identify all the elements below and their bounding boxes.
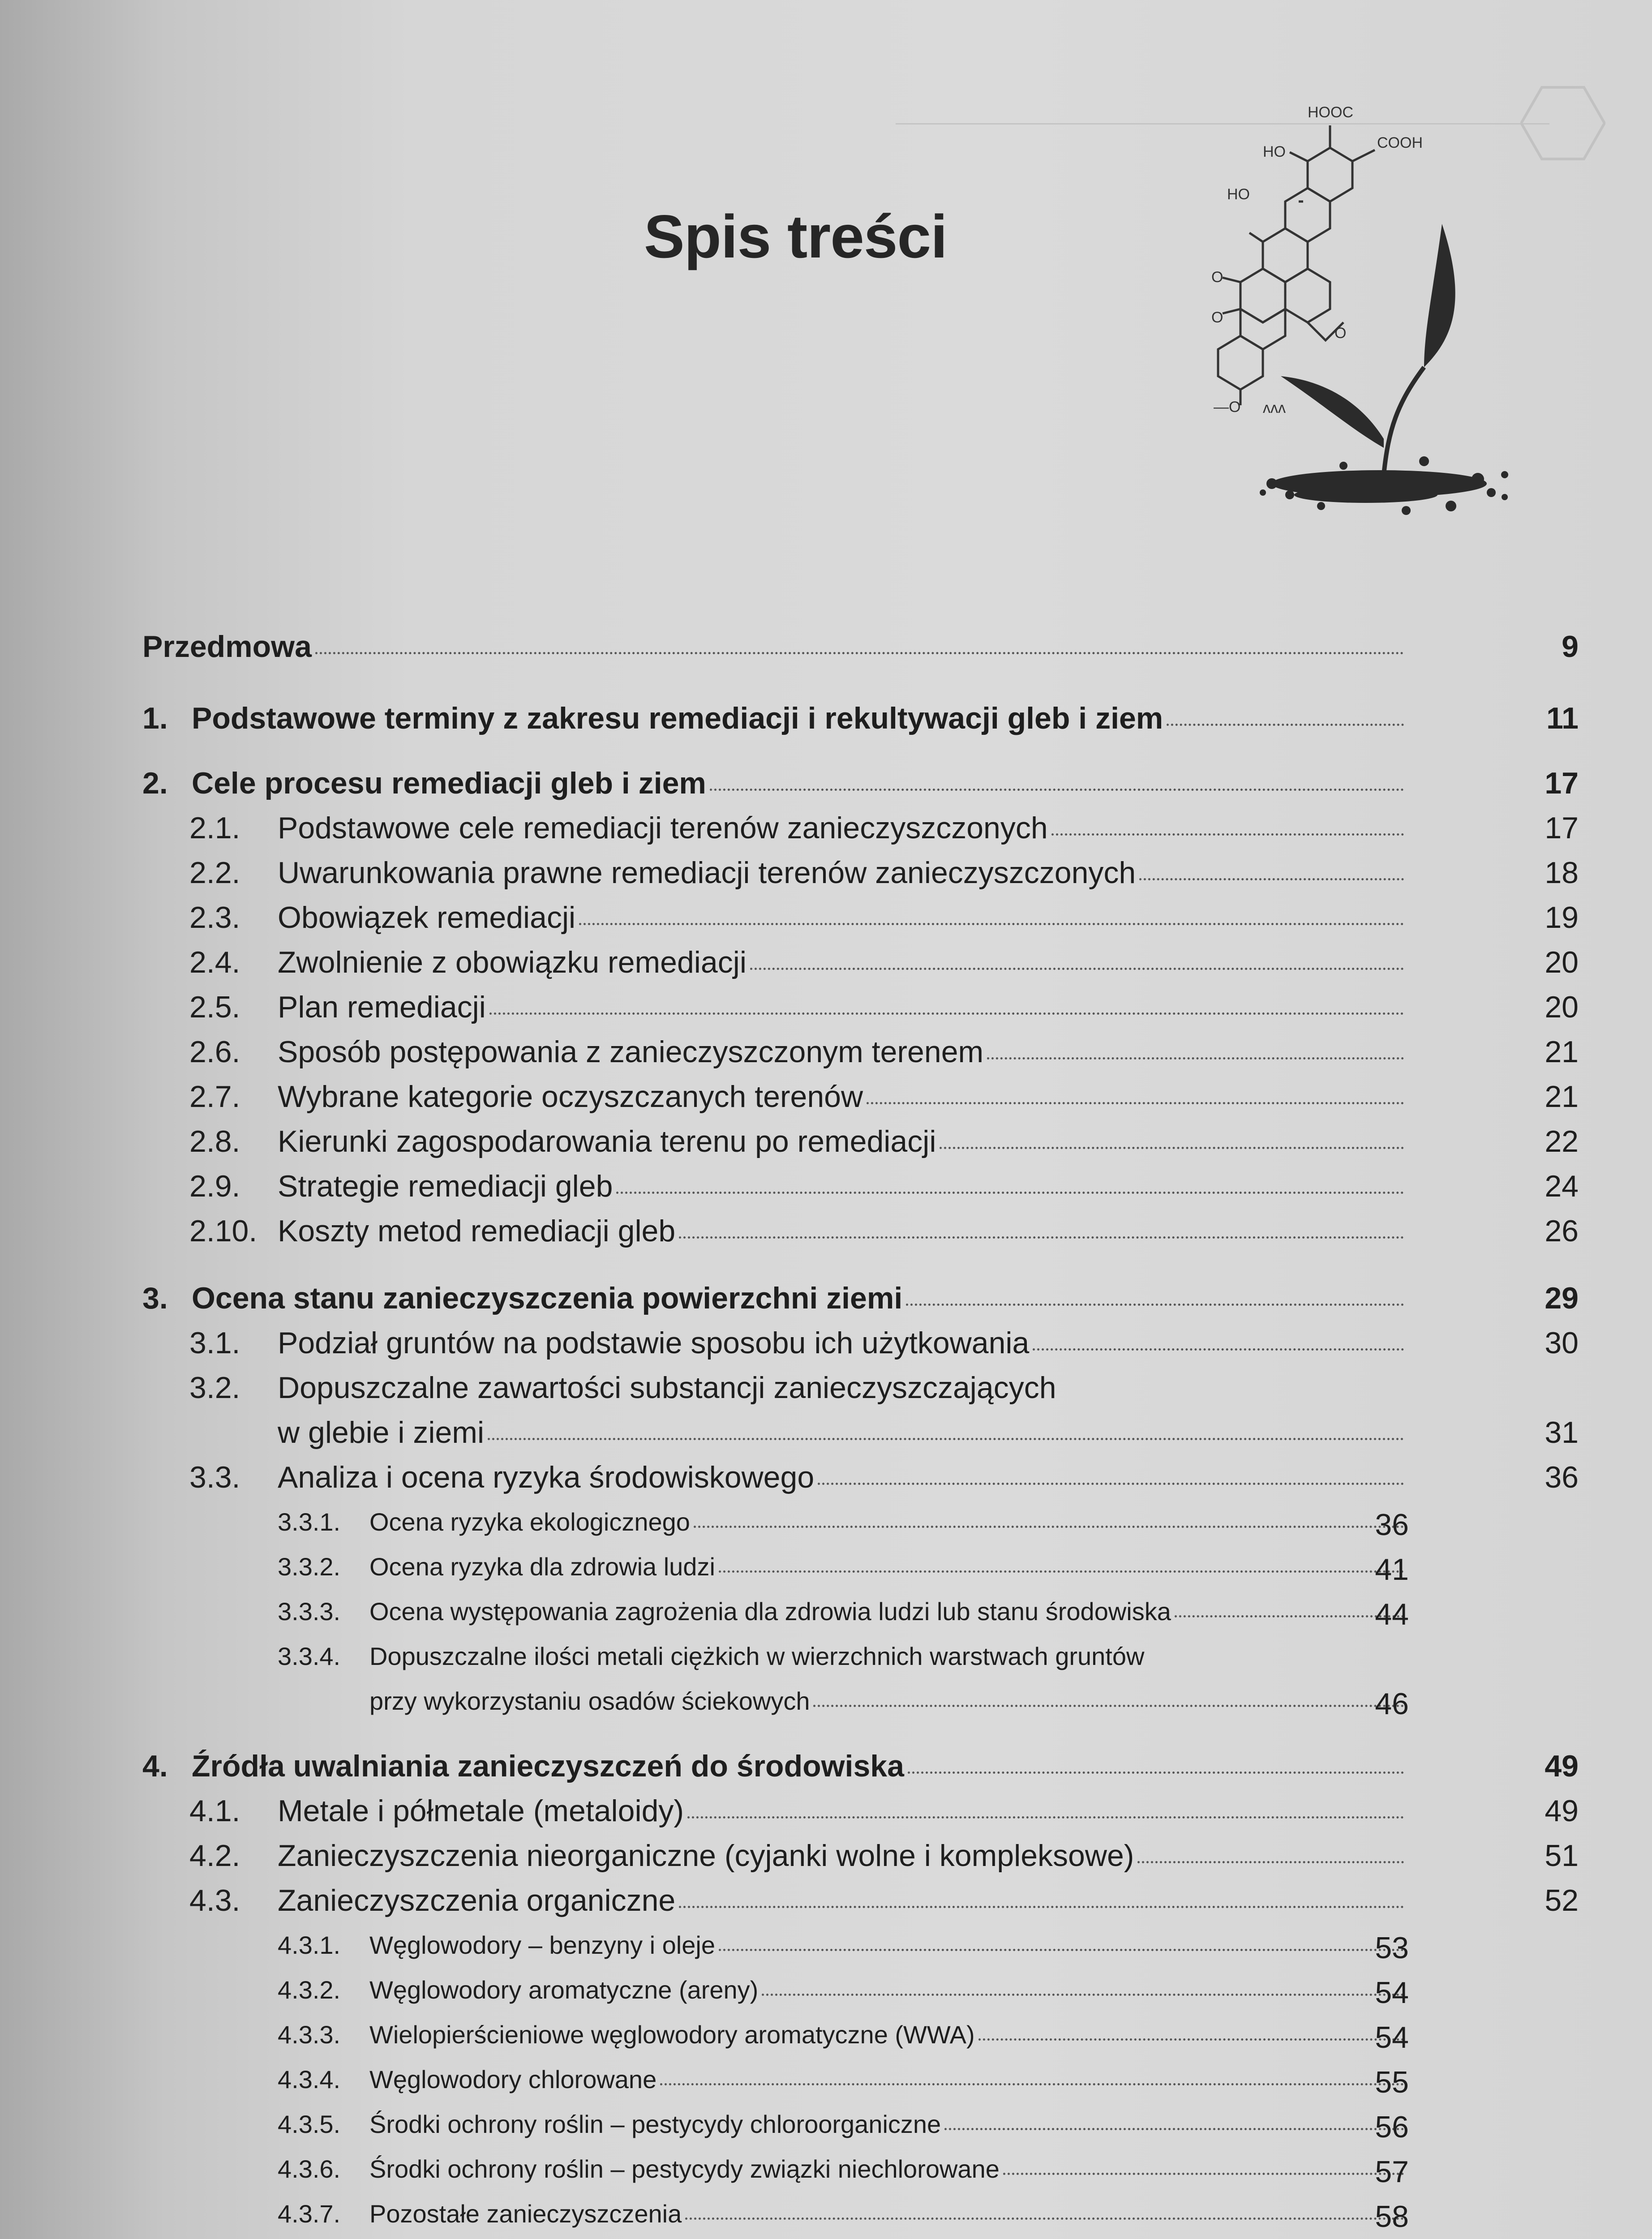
toc-entry[interactable] bbox=[189, 1169, 1579, 1204]
toc-entry[interactable] bbox=[189, 855, 1579, 890]
leader-dots bbox=[987, 1057, 1404, 1059]
toc-entry[interactable] bbox=[278, 1415, 1579, 1450]
leader-dots bbox=[750, 968, 1404, 970]
toc-entry[interactable] bbox=[278, 2110, 1409, 2144]
leader-dots bbox=[1167, 724, 1404, 726]
toc-entry-label: Zwolnienie z obowiązku remediacji bbox=[278, 945, 747, 979]
toc-entry-number: 4.1. bbox=[189, 1794, 240, 1828]
toc-entry-number: 2.3. bbox=[189, 901, 240, 935]
toc-entry-label: Podstawowe terminy z zakresu remediacji i rekultywacji gleb i ziem bbox=[192, 701, 1163, 735]
toc-entry[interactable] bbox=[278, 2154, 1409, 2189]
toc-entry-number: 2. bbox=[142, 766, 168, 800]
toc-entry-page: 56 bbox=[1375, 2110, 1409, 2144]
toc-entry-number: 2.6. bbox=[189, 1035, 240, 1069]
toc-entry[interactable] bbox=[278, 2065, 1409, 2099]
leader-dots bbox=[1139, 878, 1404, 880]
toc-entry-number: 4.3.4. bbox=[278, 2065, 341, 2093]
toc-entry-number: 4.2. bbox=[189, 1839, 240, 1873]
toc-entry[interactable] bbox=[189, 1325, 1579, 1360]
leader-dots bbox=[908, 1771, 1404, 1774]
toc-entry[interactable] bbox=[189, 1079, 1579, 1114]
toc-entry-page: 22 bbox=[1545, 1124, 1579, 1158]
toc-entry-label: Węglowodory – benzyny i oleje bbox=[369, 1931, 715, 1959]
toc-entry-page: 11 bbox=[1546, 701, 1579, 735]
molecule-label-o-3: O bbox=[1334, 325, 1347, 342]
toc-entry-number: 4.3.6. bbox=[278, 2155, 341, 2183]
toc-entry-page: 18 bbox=[1545, 856, 1579, 890]
toc-entry-label: w glebie i ziemi bbox=[278, 1415, 485, 1450]
leader-dots bbox=[685, 2218, 1404, 2220]
molecule-label-methoxy: —O bbox=[1214, 399, 1241, 416]
toc-entry[interactable] bbox=[142, 766, 1579, 801]
leader-dots bbox=[616, 1192, 1404, 1194]
molecule-label-o-2: O bbox=[1211, 309, 1223, 326]
toc-entry-page: 51 bbox=[1545, 1839, 1579, 1873]
toc-entry-number: 4. bbox=[142, 1749, 168, 1783]
toc-entry[interactable] bbox=[189, 900, 1579, 935]
toc-entry-page: 49 bbox=[1545, 1749, 1579, 1783]
toc-entry-label-line1: Dopuszczalne ilości metali ciężkich w wierzchnich warstwach gruntów bbox=[369, 1642, 1145, 1670]
leader-dots bbox=[818, 1483, 1404, 1485]
toc-entry-label: Plan remediacji bbox=[278, 990, 486, 1024]
toc-entry-label: Ocena występowania zagrożenia dla zdrowia ludzi lub stanu środowiska bbox=[369, 1597, 1171, 1626]
leader-dots bbox=[762, 1994, 1404, 1996]
toc-entry-number: 2.2. bbox=[189, 856, 240, 890]
toc-entry-label: Ocena ryzyka dla zdrowia ludzi bbox=[369, 1553, 715, 1581]
toc-entry[interactable] bbox=[189, 811, 1579, 845]
toc-entry-number: 3.3.4. bbox=[278, 1642, 341, 1670]
toc-entry-number: 3.3.3. bbox=[278, 1597, 341, 1626]
toc-entry-page: 54 bbox=[1375, 2020, 1409, 2055]
toc-entry[interactable] bbox=[278, 1930, 1409, 1965]
toc-entry-label: Pozostałe zanieczyszczenia bbox=[369, 2200, 682, 2228]
toc-entry-label: Źródła uwalniania zanieczyszczeń do środowiska bbox=[192, 1749, 904, 1783]
molecule-label-hooc: HOOC bbox=[1308, 104, 1353, 121]
toc-entry-number: 1. bbox=[142, 701, 168, 735]
toc-entry-page: 30 bbox=[1545, 1326, 1579, 1360]
toc-entry-page: 54 bbox=[1375, 1976, 1409, 2010]
leader-dots bbox=[694, 1526, 1404, 1528]
leader-dots bbox=[906, 1304, 1404, 1306]
toc-entry-page: 21 bbox=[1545, 1035, 1579, 1069]
toc-entry-number: 4.3. bbox=[189, 1883, 240, 1917]
toc-entry-page: 36 bbox=[1545, 1460, 1579, 1494]
toc-entry-number: 2.7. bbox=[189, 1080, 240, 1114]
leader-dots bbox=[679, 1906, 1404, 1908]
toc-entry-label: Podstawowe cele remediacji terenów zanieczyszczonych bbox=[278, 811, 1048, 845]
toc-entry-number: 4.3.2. bbox=[278, 1976, 341, 2004]
toc-entry-page: 44 bbox=[1375, 1597, 1409, 1631]
leader-dots bbox=[1033, 1348, 1404, 1351]
toc-entry-page: 17 bbox=[1545, 811, 1579, 845]
leader-dots bbox=[940, 1147, 1404, 1149]
toc-entry-number: 4.3.1. bbox=[278, 1931, 341, 1959]
toc-entry-number: 2.8. bbox=[189, 1124, 240, 1158]
toc-entry-page: 53 bbox=[1375, 1931, 1409, 1965]
toc-entry-label: Koszty metod remediacji gleb bbox=[278, 1214, 676, 1248]
toc-entry-label: Środki ochrony roślin – pestycydy związki niechlorowane bbox=[369, 2155, 1000, 2183]
leader-dots bbox=[687, 1816, 1404, 1819]
toc-entry-page: 20 bbox=[1545, 945, 1579, 979]
toc-entry-number: 3.1. bbox=[189, 1326, 240, 1360]
toc-entry-label: Ocena ryzyka ekologicznego bbox=[369, 1508, 690, 1536]
toc-entry[interactable] bbox=[142, 1749, 1579, 1784]
leader-dots bbox=[315, 652, 1404, 654]
toc-entry-number: 2.9. bbox=[189, 1169, 240, 1203]
toc-entry-label: Analiza i ocena ryzyka środowiskowego bbox=[278, 1460, 815, 1494]
toc-entry-label: przy wykorzystaniu osadów ściekowych bbox=[369, 1687, 810, 1715]
toc-entry-page: 52 bbox=[1545, 1883, 1579, 1917]
toc-entry-page: 36 bbox=[1375, 1508, 1409, 1542]
toc-entry-page: 58 bbox=[1375, 2200, 1409, 2234]
toc-entry-page: 20 bbox=[1545, 990, 1579, 1024]
toc-entry-label: Obowiązek remediacji bbox=[278, 901, 576, 935]
toc-entry-number: 4.3.5. bbox=[278, 2110, 341, 2138]
molecule-label-cooh: COOH bbox=[1377, 134, 1423, 151]
toc-entry-label: Sposób postępowania z zanieczyszczonym terenem bbox=[278, 1035, 984, 1069]
toc-entry[interactable] bbox=[278, 1597, 1409, 1631]
toc-entry-number: 3.2. bbox=[189, 1371, 240, 1405]
toc-entry-number: 2.4. bbox=[189, 945, 240, 979]
toc-entry-page: 31 bbox=[1545, 1415, 1579, 1450]
toc-entry-page: 26 bbox=[1545, 1214, 1579, 1248]
toc-entry-page: 57 bbox=[1375, 2155, 1409, 2189]
toc-entry-label: Uwarunkowania prawne remediacji terenów zanieczyszczonych bbox=[278, 856, 1136, 890]
toc-entry-number: 4.3.3. bbox=[278, 2020, 341, 2049]
page-title: Spis treści bbox=[644, 202, 947, 270]
toc-entry-page: 46 bbox=[1375, 1687, 1409, 1721]
leader-dots bbox=[719, 1949, 1404, 1951]
toc-entry[interactable] bbox=[189, 990, 1579, 1025]
leader-dots bbox=[813, 1705, 1404, 1707]
toc-entry-label: Węglowodory aromatyczne (areny) bbox=[369, 1976, 759, 2004]
toc-entry[interactable] bbox=[189, 1460, 1579, 1495]
toc-entry-page: 17 bbox=[1545, 766, 1579, 800]
toc-entry-first-line bbox=[278, 1642, 1144, 1671]
toc-entry-label: Podział gruntów na podstawie sposobu ich użytkowania bbox=[278, 1326, 1030, 1360]
toc-entry[interactable] bbox=[189, 1214, 1579, 1248]
toc-entry-page: 29 bbox=[1545, 1281, 1579, 1315]
toc-entry-page: 41 bbox=[1375, 1553, 1409, 1587]
toc-entry[interactable] bbox=[278, 1507, 1409, 1542]
toc-entry[interactable] bbox=[142, 701, 1579, 736]
toc-entry-label-line1: Dopuszczalne zawartości substancji zanieczyszczających bbox=[278, 1371, 1056, 1405]
toc-entry-page: 21 bbox=[1545, 1080, 1579, 1114]
leader-dots bbox=[710, 789, 1404, 791]
toc-entry-number: 2.1. bbox=[189, 811, 240, 845]
toc-entry-number: 2.10. bbox=[189, 1214, 257, 1248]
toc-entry-page: 49 bbox=[1545, 1794, 1579, 1828]
toc-entry-number: 3. bbox=[142, 1281, 168, 1315]
svg-text:ʌʌʌ: ʌʌʌ bbox=[1263, 399, 1286, 416]
leader-dots bbox=[488, 1438, 1404, 1440]
toc-entry-label: Wybrane kategorie oczyszczanych terenów bbox=[278, 1080, 863, 1114]
toc-entry[interactable] bbox=[142, 1281, 1579, 1316]
toc-entry[interactable] bbox=[278, 2020, 1409, 2055]
toc-entry-first-line bbox=[189, 1370, 1056, 1405]
toc-entry-number: 2.5. bbox=[189, 990, 240, 1024]
toc-entry-label: Ocena stanu zanieczyszczenia powierzchni ziemi bbox=[192, 1281, 903, 1315]
toc-entry-label: Kierunki zagospodarowania terenu po remediacji bbox=[278, 1124, 936, 1158]
toc-entry[interactable] bbox=[189, 945, 1579, 980]
toc-entry[interactable] bbox=[189, 1034, 1579, 1069]
toc-entry-label: Metale i półmetale (metaloidy) bbox=[278, 1794, 684, 1828]
leader-dots bbox=[579, 923, 1404, 925]
toc-entry-number: 3.3.2. bbox=[278, 1553, 341, 1581]
toc-entry-label: Środki ochrony roślin – pestycydy chloroorganiczne bbox=[369, 2110, 941, 2138]
toc-entry-label: Przedmowa bbox=[142, 630, 312, 664]
toc-entry[interactable] bbox=[278, 2199, 1409, 2234]
molecule-label-ho-2: HO bbox=[1227, 186, 1250, 203]
leader-dots bbox=[1051, 833, 1404, 836]
leader-dots bbox=[719, 1570, 1404, 1573]
toc-entry-page: 24 bbox=[1545, 1169, 1579, 1203]
toc-entry-number: 3.3. bbox=[189, 1460, 240, 1494]
toc-entry[interactable] bbox=[278, 1552, 1409, 1587]
toc-entry-label: Zanieczyszczenia nieorganiczne (cyjanki wolne i kompleksowe) bbox=[278, 1839, 1134, 1873]
leader-dots bbox=[1137, 1861, 1404, 1863]
toc-entry-label: Strategie remediacji gleb bbox=[278, 1169, 613, 1203]
toc-entry-number: 3.3.1. bbox=[278, 1508, 341, 1536]
leader-dots bbox=[489, 1012, 1404, 1015]
toc-entry[interactable] bbox=[278, 1975, 1409, 2010]
toc-entry[interactable] bbox=[189, 1838, 1579, 1873]
toc-entry[interactable] bbox=[189, 1883, 1579, 1918]
toc-entry-label: Wielopierścieniowe węglowodory aromatyczne (WWA) bbox=[369, 2020, 975, 2049]
leader-dots bbox=[660, 2083, 1404, 2085]
leader-dots bbox=[867, 1102, 1404, 1104]
toc-entry-page: 19 bbox=[1545, 901, 1579, 935]
toc-entry[interactable] bbox=[189, 1793, 1579, 1828]
toc-entry-number: 4.3.7. bbox=[278, 2200, 341, 2228]
toc-entry[interactable] bbox=[142, 629, 1579, 664]
molecule-label-ho: HO bbox=[1263, 143, 1286, 160]
toc-entry[interactable] bbox=[369, 1686, 1409, 1721]
leader-dots bbox=[679, 1236, 1404, 1239]
toc-entry-label: Zanieczyszczenia organiczne bbox=[278, 1883, 676, 1917]
toc-entry[interactable] bbox=[189, 1124, 1579, 1159]
toc-entry-page: 55 bbox=[1375, 2065, 1409, 2099]
toc-entry-label: Węglowodory chlorowane bbox=[369, 2065, 657, 2093]
toc-entry-label: Cele procesu remediacji gleb i ziem bbox=[192, 766, 706, 800]
toc-entry-page: 9 bbox=[1562, 630, 1579, 664]
molecule-label-o-1: O bbox=[1211, 269, 1223, 286]
